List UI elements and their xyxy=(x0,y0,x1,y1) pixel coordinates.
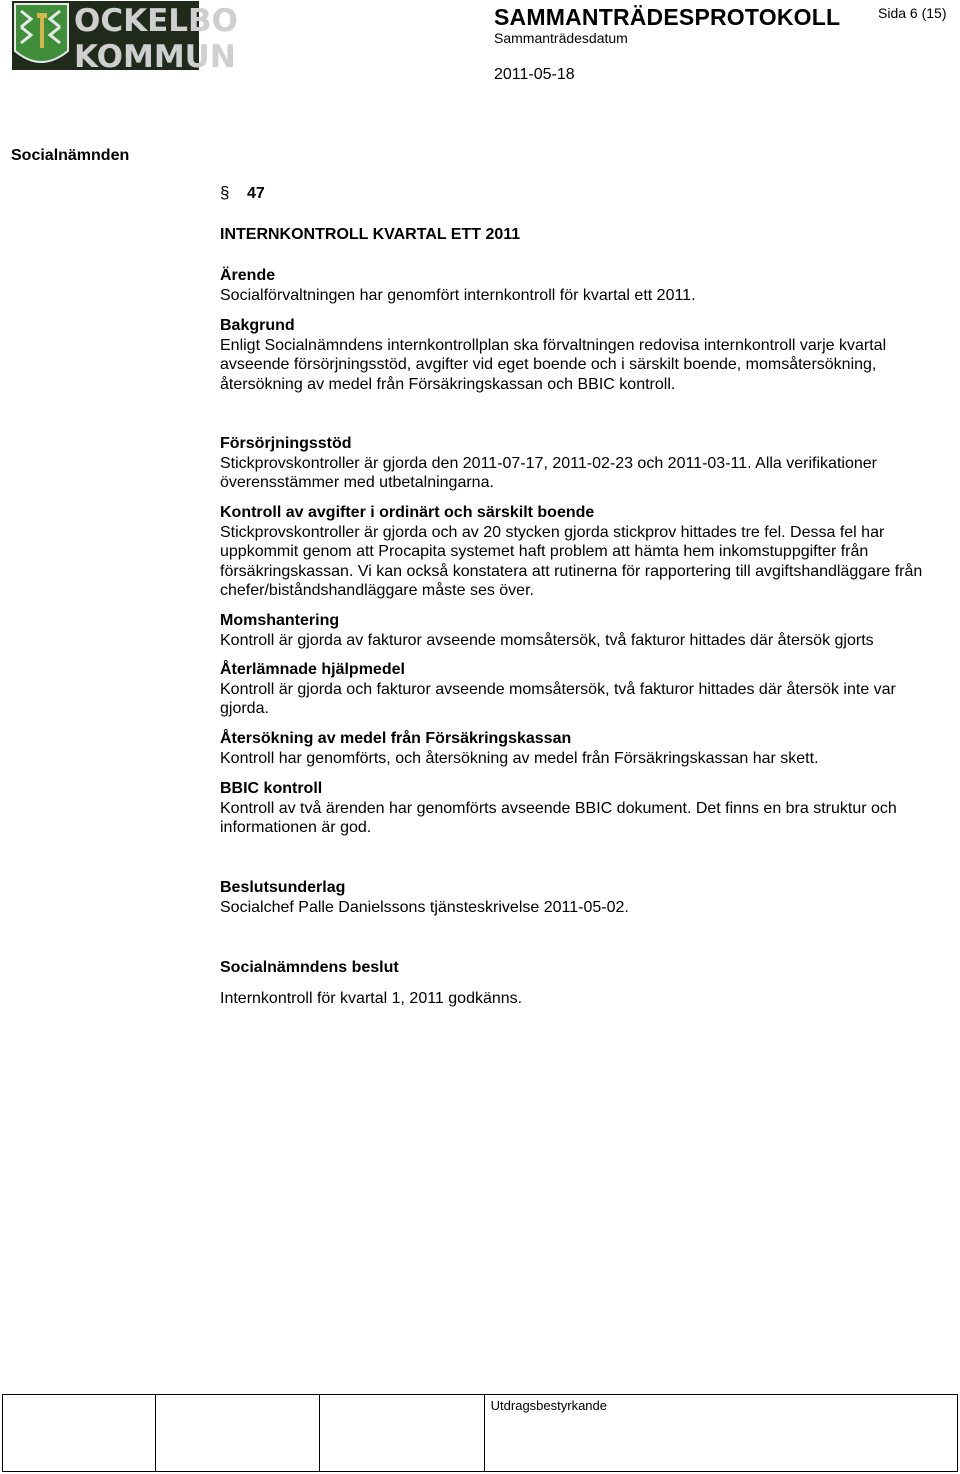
section-beslutsunderlag xyxy=(220,878,629,917)
section-heading: Momshantering xyxy=(220,612,340,629)
page-number: Sida 6 (15) xyxy=(878,5,947,21)
section-heading: Återlämnade hjälpmedel xyxy=(220,661,405,678)
committee-name: Socialnämnden xyxy=(11,147,130,164)
paragraph-number: 47 xyxy=(247,185,265,202)
decision-body: Internkontroll för kvartal 1, 2011 godkänns. xyxy=(220,989,523,1007)
section-heading: Ärende xyxy=(220,267,276,284)
section-body: Socialchef Palle Danielssons tjänsteskrivelse 2011-05-02. xyxy=(220,898,629,916)
section-heading: Kontroll av avgifter i ordinärt och särskilt boende xyxy=(220,504,595,521)
logo-text-line2: KOMMUN xyxy=(74,39,236,75)
section-beslut xyxy=(220,958,522,1008)
section-heading: BBIC kontroll xyxy=(220,780,323,797)
section-bakgrund xyxy=(220,316,886,394)
signature-cell xyxy=(320,1395,484,1472)
section-momshantering xyxy=(220,611,874,650)
section-atersokning xyxy=(220,729,819,768)
section-bbic xyxy=(220,779,897,838)
protocol-title: SAMMANTRÄDESPROTOKOLL xyxy=(494,4,841,30)
municipality-logo xyxy=(12,1,239,75)
certification-label: Utdragsbestyrkande xyxy=(490,1398,607,1413)
section-body: Kontroll har genomförts, och återsökning av medel från Försäkringskassan har skett. xyxy=(220,749,819,767)
section-heading: Beslutsunderlag xyxy=(220,879,346,896)
section-heading: Återsökning av medel från Försäkringskassan xyxy=(220,730,572,747)
date-label: Sammanträdesdatum xyxy=(494,30,628,46)
section-body: Stickprovskontroller är gjorda den 2011-07-17, 2011-02-23 och 2011-03-11. Alla verifikationer överensstämmer med utbetalningarna. xyxy=(220,454,877,491)
signature-table xyxy=(2,1394,958,1472)
section-heading: Bakgrund xyxy=(220,317,295,334)
section-body: Kontroll av två ärenden har genomförts avseende BBIC dokument. Det finns en bra struktur och informationen är god. xyxy=(220,799,897,836)
logo-text-line1: OCKELBO xyxy=(74,3,239,39)
signature-cell xyxy=(484,1395,957,1472)
section-forsorjningsstod xyxy=(220,434,877,493)
decision-heading: Socialnämndens beslut xyxy=(220,959,399,976)
section-avgifter xyxy=(220,503,922,601)
section-hjalpmedel xyxy=(220,660,896,719)
section-body: Enligt Socialnämndens internkontrollplan ska förvaltningen redovisa internkontroll varje kvartal avseende försörjningsstöd, avgifter vid eget boende och i särskilt boende, momsåtersökning, återsökning av medel från Försäkringskassan och BBIC kontroll. xyxy=(220,336,887,393)
section-body: Socialförvaltningen har genomfört internkontroll för kvartal ett 2011. xyxy=(220,286,696,304)
signature-cell xyxy=(3,1395,156,1472)
paragraph-sign: § xyxy=(220,183,230,202)
meeting-date: 2011-05-18 xyxy=(494,66,575,83)
section-heading: Försörjningsstöd xyxy=(220,435,352,452)
section-body: Kontroll är gjorda av fakturor avseende momsåtersök, två fakturor hittades där återsök gjorts xyxy=(220,631,874,649)
signature-cell xyxy=(156,1395,320,1472)
section-body: Stickprovskontroller är gjorda och av 20 stycken gjorda stickprov hittades tre fel. Dessa fel har uppkommit genom att Procapita systemet haft problem att hämta hem inkomstuppgifter från försäkringskassan. Vi kan också konstatera att rutinerna för rapportering till avgiftshandläggare från chefer/biståndshandläggare måste ses över. xyxy=(220,523,923,599)
section-body: Kontroll är gjorda och fakturor avseende momsåtersök, två fakturor hittades där återsök inte var gjorda. xyxy=(220,680,896,717)
document-title: INTERNKONTROLL KVARTAL ETT 2011 xyxy=(220,226,521,243)
section-arende xyxy=(220,266,696,305)
